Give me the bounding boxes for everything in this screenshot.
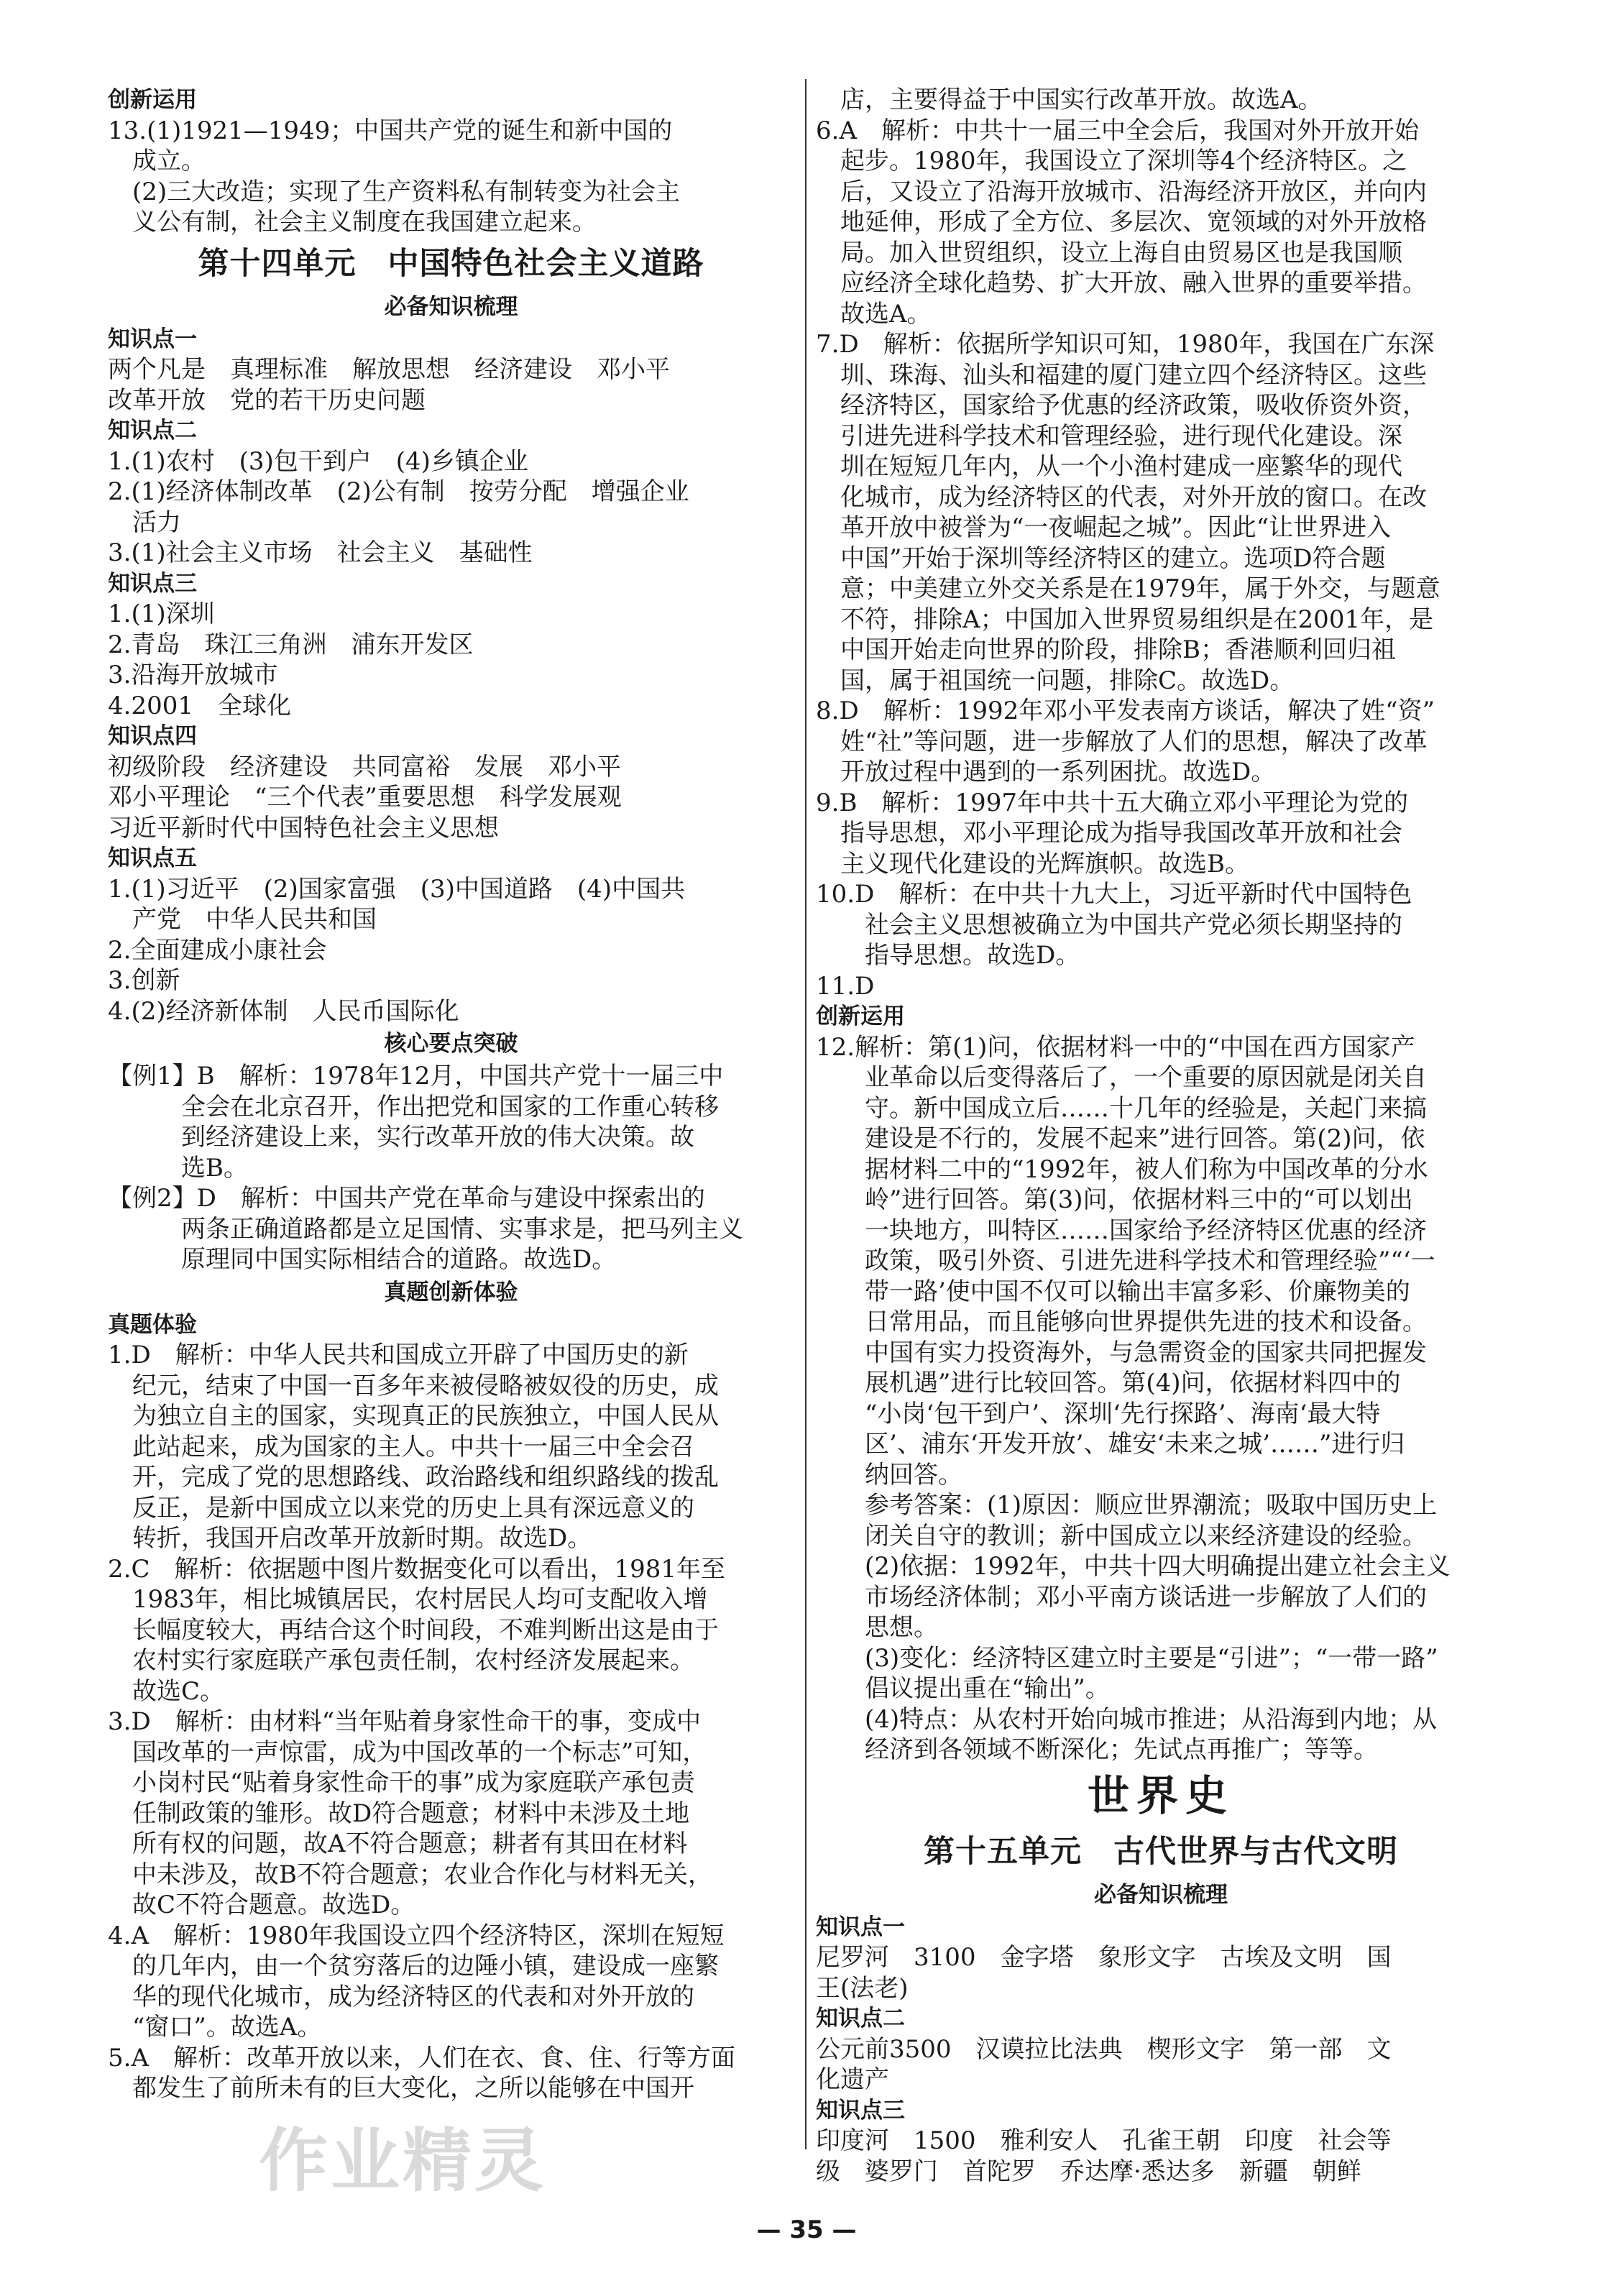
text-line: 纪元，结束了中国一百多年来被侵略被奴役的历史，成 (132, 1371, 719, 1400)
text-line: 故选A。 (840, 299, 932, 329)
section-heading: 知识点三 (816, 2097, 905, 2123)
text-line: 业革命以后变得落后了，一个重要的原因就是闭关自 (865, 1063, 1427, 1092)
text-line: 带一路’使中国不仅可以输出丰富多彩、价廉物美的 (865, 1277, 1410, 1306)
text-line: 岭”进行回答。第(3)问，依据材料三中的“可以划出 (865, 1185, 1413, 1214)
text-line: 据材料二中的“1992年，被人们称为中国改革的分水 (865, 1154, 1428, 1184)
text-line: 2.(1)经济体制改革 (2)公有制 按劳分配 增强企业 (108, 477, 689, 506)
unit-title: 第十五单元 古代世界与古代文明 (924, 1833, 1398, 1870)
section-heading: 知识点二 (108, 418, 197, 444)
text-line: 闭关自守的教训；新中国成立以来经济建设的经验。 (865, 1521, 1427, 1551)
text-line: 指导思想，邓小平理论成为指导我国改革开放和社会 (840, 819, 1402, 848)
text-line: 6.A 解析：中共十一届三中全会后，我国对外开放开始 (816, 116, 1419, 145)
text-line: 为独立自主的国家，实现真正的民族独立，中国人民从 (132, 1402, 719, 1431)
text-line: 2.全面建成小康社会 (108, 935, 327, 965)
text-line: 农村实行家庭联产承包责任制，农村经济发展起来。 (132, 1646, 694, 1675)
text-line: 1.(1)深圳 (108, 600, 215, 628)
text-line: 后，又设立了沿海开放城市、沿海经济开放区，并向内 (840, 177, 1427, 206)
text-line: (3)变化：经济特区建立时主要是“引进”；“一带一路” (865, 1643, 1438, 1673)
text-line: 1.(1)农村 (3)包干到户 (4)乡镇企业 (108, 446, 528, 476)
text-line: 2.C 解析：依据题中图片数据变化可以看出，1981年至 (108, 1554, 725, 1584)
column-divider (805, 79, 806, 2149)
text-line: 1.D 解析：中华人民共和国成立开辟了中国历史的新 (108, 1341, 689, 1369)
text-line: 区’、浦东‘开发开放’、雄安‘未来之城’……”进行归 (865, 1430, 1405, 1459)
text-line: 3.创新 (108, 966, 180, 995)
section-heading: 知识点四 (108, 723, 197, 749)
text-line: 守。新中国成立后……十几年的经验是，关起门来搞 (865, 1093, 1427, 1123)
text-line: 中国”开始于深圳等经济特区的建立。选项D符合题 (840, 543, 1386, 573)
text-line: (2)三大改造；实现了生产资料私有制转变为社会主 (132, 177, 681, 206)
subsection-title: 真题创新体验 (384, 1279, 518, 1305)
text-line: 地延伸，形成了全方位、多层次、宽领域的对外开放格 (840, 208, 1427, 237)
text-line: 9.B 解析：1997年中共十五大确立邓小平理论为党的 (816, 788, 1408, 817)
text-line: 级 婆罗门 首陀罗 乔达摩·悉达多 新疆 朝鲜 (816, 2157, 1361, 2186)
text-line: 店，主要得益于中国实行改革开放。故选A。 (840, 86, 1323, 114)
text-line: “窗口”。故选A。 (132, 2013, 322, 2042)
unit-title: 第十四单元 中国特色社会主义道路 (198, 245, 704, 282)
text-line: 国，属于祖国统一问题，排除C。故选D。 (840, 666, 1295, 695)
text-line: 任制政策的雏形。故D符合题意；材料中未涉及土地 (132, 1799, 690, 1828)
section-heading: 知识点三 (108, 570, 197, 597)
text-line: 圳、珠海、汕头和福建的厦门建立四个经济特区。这些 (840, 360, 1427, 390)
text-line: 4.(2)经济新体制 人民币国际化 (108, 996, 459, 1026)
text-line: 产党 中华人民共和国 (132, 905, 377, 934)
text-line: 印度河 1500 雅利安人 孔雀王朝 印度 社会等 (816, 2126, 1392, 2155)
text-line: 长幅度较大，再结合这个时间段，不难判断出这是由于 (132, 1615, 719, 1645)
subsection-title: 核心要点突破 (384, 1031, 518, 1057)
text-line: 所有权的问题，故A不符合题意；耕者有其田在材料 (132, 1829, 688, 1858)
text-line: 一块地方，叫特区……国家给予经济特区优惠的经济 (865, 1216, 1427, 1245)
text-line: 化遗产 (816, 2065, 889, 2094)
text-line: 的几年内，由一个贫穷落后的边陲小镇，建设成一座繁 (132, 1952, 719, 1980)
section-heading: 知识点五 (108, 845, 197, 871)
text-line: 8.D 解析：1992年邓小平发表南方谈话，解决了姓“资” (816, 697, 1435, 725)
text-line: 邓小平理论 “三个代表”重要思想 科学发展观 (108, 783, 622, 812)
text-line: 12.解析：第(1)问，依据材料一中的“中国在西方国家产 (816, 1032, 1415, 1062)
text-line: 原理同中国实际相结合的道路。故选D。 (181, 1245, 617, 1274)
left-column (108, 85, 794, 2104)
text-line: 参考答案：(1)原因：顺应世界潮流；吸取中国历史上 (865, 1491, 1438, 1520)
text-line: 习近平新时代中国特色社会主义思想 (108, 813, 499, 842)
text-line: 选B。 (181, 1153, 248, 1183)
text-line: 故选C。 (132, 1676, 225, 1706)
text-line: 倡议提出重在“输出”。 (865, 1674, 1110, 1703)
text-line: 3.沿海开放城市 (108, 661, 278, 689)
text-line: 初级阶段 经济建设 共同富裕 发展 邓小平 (108, 752, 621, 781)
text-line: 10.D 解析：在中共十九大上，习近平新时代中国特色 (816, 880, 1412, 909)
text-line: 革开放中被誉为“一夜崛起之城”。因此“让世界进入 (840, 513, 1392, 542)
part-title: 世界史 (1087, 1771, 1234, 1820)
text-line: 公元前3500 汉谟拉比法典 楔形文字 第一部 文 (816, 2034, 1392, 2064)
text-line: 建设是不行的，发展不起来”进行回答。第(2)问，依 (865, 1124, 1425, 1153)
text-line: 7.D 解析：依据所学知识可知，1980年，我国在广东深 (816, 330, 1435, 359)
section-heading: 知识点一 (108, 326, 197, 352)
text-line: 4.A 解析：1980年我国设立四个经济特区，深圳在短短 (108, 1921, 725, 1950)
text-line: 经济到各领域不断深化；先试点再推广；等等。 (865, 1735, 1378, 1764)
text-line: 1.(1)习近平 (2)国家富强 (3)中国道路 (4)中国共 (108, 874, 686, 904)
text-line: 11.D (816, 971, 875, 1001)
text-line: 应经济全球化趋势、扩大开放、融入世界的重要举措。 (840, 269, 1427, 298)
right-column (816, 85, 1506, 2187)
text-line: 展机遇”进行比较回答。第(4)问，依据材料四中的 (865, 1369, 1401, 1397)
section-heading: 知识点一 (816, 1914, 905, 1940)
text-line: 尼罗河 3100 金字塔 象形文字 古埃及文明 国 (816, 1943, 1392, 1972)
text-line: 纳回答。 (865, 1460, 962, 1489)
text-line: 反正，是新中国成立以来党的历史上具有深远意义的 (132, 1493, 694, 1523)
text-line: 不符，排除A；中国加入世界贸易组织是在2001年，是 (840, 605, 1434, 634)
text-line: 主义现代化建设的光辉旗帜。故选B。 (840, 849, 1249, 878)
text-line: 日常用品，而且能够向世界提供先进的技术和设备。 (865, 1308, 1427, 1336)
text-line: (2)依据：1992年，中共十四大明确提出建立社会主义 (865, 1552, 1451, 1581)
text-line: 开，完成了党的思想路线、政治路线和组织路线的拨乱 (132, 1463, 719, 1492)
text-line: 两个凡是 真理标准 解放思想 经济建设 邓小平 (108, 355, 670, 384)
text-line: 4.2001 全球化 (108, 691, 291, 720)
text-line: 市场经济体制；邓小平南方谈话进一步解放了人们的 (865, 1582, 1427, 1612)
text-line: 中国开始走向世界的阶段，排除B；香港顺利回归祖 (840, 635, 1396, 664)
text-line: 华的现代化城市，成为经济特区的代表和对外开放的 (132, 1982, 694, 2011)
text-line: 中未涉及，故B不符合题意；农业合作化与材料无关， (132, 1860, 712, 1889)
text-line: 转折，我国开启改革开放新时期。故选D。 (132, 1524, 592, 1553)
text-line: 思想。 (865, 1613, 938, 1642)
text-line: 【例2】D 解析：中国共产党在革命与建设中探索出的 (108, 1184, 705, 1213)
text-line: 2.青岛 珠江三角洲 浦东开发区 (108, 630, 474, 659)
text-line: 中国有实力投资海外，与急需资金的国家共同把握发 (865, 1338, 1427, 1367)
subsection-title: 必备知识梳理 (1094, 1881, 1228, 1908)
text-line: 都发生了前所未有的巨大变化，之所以能够在中国开 (132, 2074, 694, 2103)
text-line: “小岗‘包干到户’、深圳‘先行探路’、海南‘最大特 (865, 1399, 1381, 1428)
watermark: 作业精灵 (259, 2121, 546, 2201)
text-line: 【例1】B 解析：1978年12月，中国共产党十一届三中 (108, 1062, 724, 1090)
text-line: 起步。1980年，我国设立了深圳等4个经济特区。之 (840, 147, 1407, 175)
text-line: 经济特区，国家给予优惠的经济政策，吸收侨资外资， (840, 391, 1427, 420)
text-line: 故C不符合题意。故选D。 (132, 1891, 415, 1919)
section-heading: 创新运用 (108, 87, 197, 113)
text-line: 全会在北京召开，作出把党和国家的工作重心转移 (181, 1092, 719, 1121)
text-line: 国改革的一声惊雷，成为中国改革的一个标志”可知， (132, 1737, 707, 1767)
text-line: 圳在短短几年内，从一个小渔村建成一座繁华的现代 (840, 452, 1402, 481)
text-line: 意；中美建立外交关系是在1979年，属于外交，与题意 (840, 574, 1440, 603)
section-heading: 创新运用 (816, 1004, 905, 1029)
text-line: 化城市，成为经济特区的代表，对外开放的窗口。在改 (840, 482, 1427, 512)
section-heading: 知识点二 (816, 2006, 905, 2031)
text-line: 引进先进科学技术和管理经验，进行现代化建设。深 (840, 421, 1402, 451)
text-line: 13.(1)1921—1949；中国共产党的诞生和新中国的 (108, 116, 673, 145)
text-line: 指导思想。故选D。 (865, 941, 1080, 970)
text-line: 此站起来，成为国家的主人。中共十一届三中全会召 (132, 1432, 694, 1461)
text-line: 小岗村民“贴着身家性命干的事”成为家庭联产承包责 (132, 1768, 695, 1797)
text-line: (4)特点：从农村开始向城市推进；从沿海到内地；从 (865, 1704, 1438, 1734)
text-line: 到经济建设上来，实行改革开放的伟大决策。故 (181, 1123, 694, 1152)
text-line: 成立。 (132, 147, 206, 175)
text-line: 开放过程中遇到的一系列困扰。故选D。 (840, 758, 1276, 786)
text-line: 1983年，相比城镇居民，农村居民人均可支配收入增 (132, 1585, 708, 1614)
subsection-title: 必备知识梳理 (384, 293, 518, 320)
text-line: 局。加入世贸组织，设立上海自由贸易区也是我国顺 (840, 238, 1402, 267)
text-line: 社会主义思想被确立为中国共产党必须长期坚持的 (865, 910, 1402, 940)
text-line: 政策，吸引外资、引进先进科学技术和管理经验”“‘一 (865, 1246, 1435, 1275)
text-line: 义公有制，社会主义制度在我国建立起来。 (132, 208, 597, 237)
text-line: 两条正确道路都是立足国情、实事求是，把马列主义 (181, 1214, 743, 1244)
text-line: 活力 (132, 508, 181, 537)
section-heading: 真题体验 (108, 1311, 197, 1338)
text-line: 姓“社”等问题，进一步解放了人们的思想，解决了改革 (840, 727, 1428, 756)
text-line: 3.D 解析：由材料“当年贴着身家性命干的事，变成中 (108, 1707, 702, 1736)
text-line: 3.(1)社会主义市场 社会主义 基础性 (108, 538, 533, 567)
text-line: 改革开放 党的若干历史问题 (108, 385, 426, 415)
text-line: 5.A 解析：改革开放以来，人们在衣、食、住、行等方面 (108, 2043, 735, 2072)
page-number: — 35 — (756, 2215, 857, 2244)
text-line: 王(法老) (816, 1973, 909, 2003)
